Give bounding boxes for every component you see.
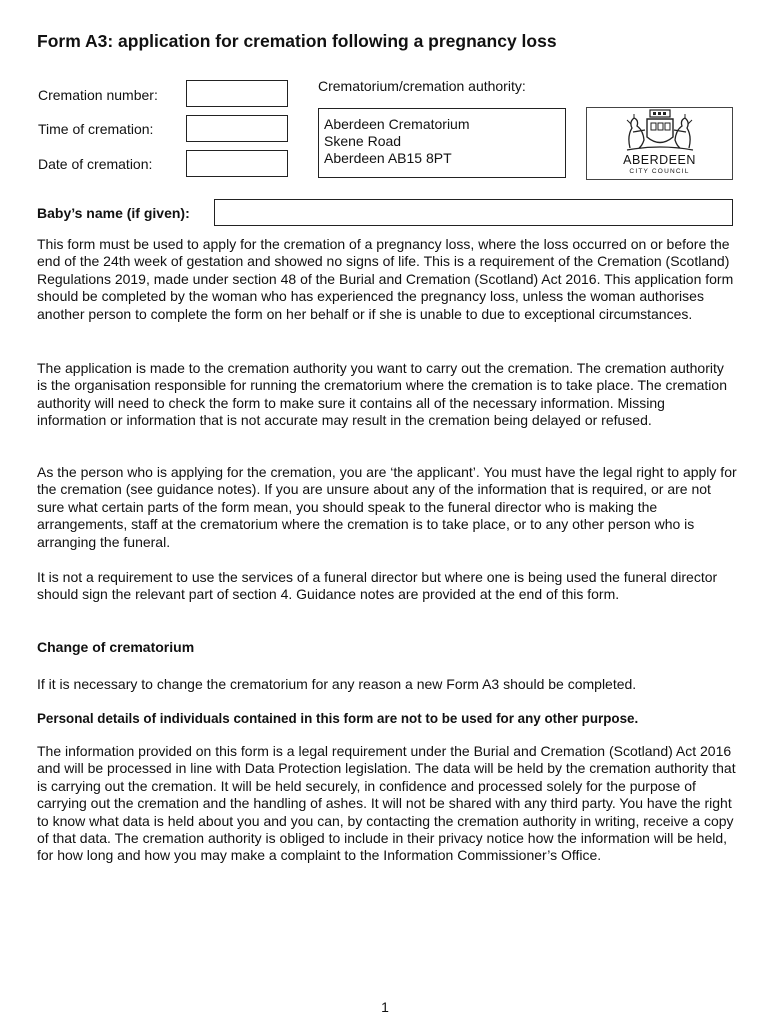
cremation-number-field[interactable]	[186, 80, 288, 107]
change-paragraph: If it is necessary to change the crematorium for any reason a new Form A3 should be completed.	[37, 676, 637, 692]
application-paragraph: The application is made to the cremation authority you want to carry out the cremation. The cremation authority is the organisation responsible for running the crematorium where the cremation is to take place. The cremation authority will need to check the form to make sure it contains all of the necessary information. Missing information or information that is not accurate may result in the cremation being delayed or refused.	[37, 360, 727, 429]
date-of-cremation-label: Date of cremation:	[38, 156, 153, 172]
authority-address-box[interactable]	[318, 108, 566, 178]
time-of-cremation-label: Time of cremation:	[38, 121, 154, 137]
data-protection-paragraph: The information provided on this form is a legal requirement under the Burial and Cremation (Scotland) Act 2016 and will be processed in line with Data Protection legislation. The data will be held by the cremation authority that is carrying out the cremation. It will be held securely, in confidence and processed solely for the purpose of carrying out the cremation and the handling of ashes. It will not be shared with any third party. You have the right to know what data is held about you and you can, by contacting the cremation authority in writing, receive a copy of that data. The cremation authority is obliged to include in their privacy notice how the information will be held, for how long and how you may make a complaint to the Information Commissioner’s Office.	[37, 743, 736, 864]
form-title: Form A3: application for cremation following a pregnancy loss	[37, 31, 557, 51]
baby-name-field[interactable]	[214, 199, 733, 226]
council-logo	[586, 107, 733, 180]
authority-label: Crematorium/cremation authority:	[318, 78, 526, 94]
coat-of-arms-icon	[587, 108, 732, 154]
personal-details-notice: Personal details of individuals contained in this form are not to be used for any other purpose.	[37, 711, 639, 726]
page-number: 1	[381, 999, 389, 1015]
funeral-director-paragraph: It is not a requirement to use the services of a funeral director but where one is being used the funeral director should sign the relevant part of section 4. Guidance notes are provided at the end of this form.	[37, 569, 718, 603]
applicant-paragraph: As the person who is applying for the cremation, you are ‘the applicant’. You must have the legal right to apply for the cremation (see guidance notes). If you are unsure about any of the information that is required, or are not sure what certain parts of the form mean, you should speak to the funeral director who is making the arrangements, staff at the crematorium where the cremation is to take place, or to any other person who is arranging the funeral.	[37, 464, 737, 550]
address-line-1: Aberdeen Crematorium	[324, 116, 470, 132]
address-line-3: Aberdeen AB15 8PT	[324, 150, 452, 166]
baby-name-label: Baby’s name (if given):	[37, 205, 190, 221]
logo-sub: CITY COUNCIL	[629, 168, 690, 175]
change-of-crematorium-heading: Change of crematorium	[37, 639, 195, 655]
time-of-cremation-field[interactable]	[186, 115, 288, 142]
address-line-2: Skene Road	[324, 133, 402, 149]
date-of-cremation-field[interactable]	[186, 150, 288, 177]
logo-name: ABERDEEN	[623, 153, 696, 167]
intro-paragraph: This form must be used to apply for the cremation of a pregnancy loss, where the loss occurred on or before the end of the 24th week of gestation and showed no signs of life. This is a requirement of the Cremation (Scotland) Regulations 2019, made under section 48 of the Burial and Cremation (Scotland) Act 2016. This application form should be completed by the woman who has experienced the pregnancy loss, unless the woman authorises another person to complete the form on her behalf or if she is unable to due to exceptional circumstances.	[37, 236, 734, 322]
cremation-number-label: Cremation number:	[38, 87, 158, 103]
